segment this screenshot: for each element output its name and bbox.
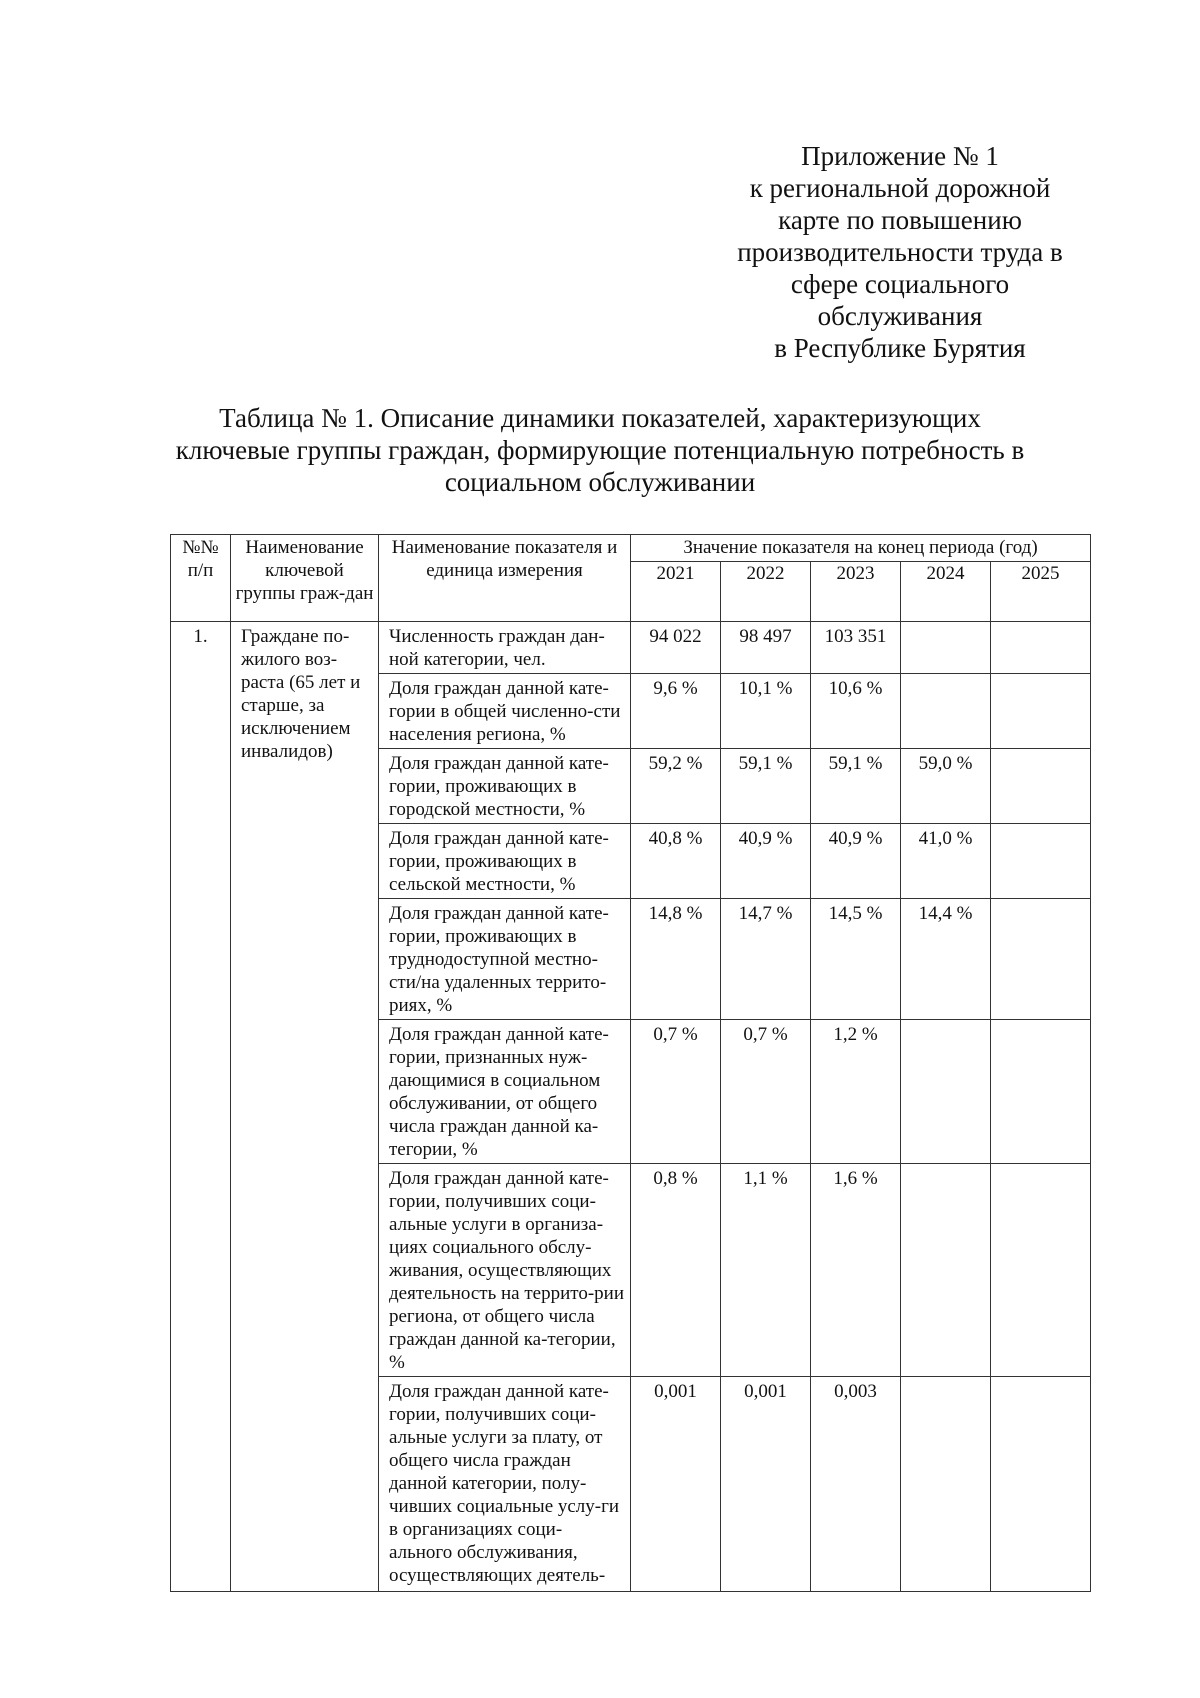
value-cell: 59,1 % bbox=[721, 749, 811, 824]
value-cell: 0,001 bbox=[721, 1377, 811, 1592]
value-cell: 10,6 % bbox=[811, 674, 901, 749]
header-group: Наименование ключевой группы граж-дан bbox=[231, 535, 379, 622]
header-year: 2025 bbox=[991, 562, 1091, 622]
value-cell: 40,9 % bbox=[811, 824, 901, 899]
table-title-line: ключевые группы граждан, формирующие потенциальную потребность в bbox=[175, 435, 1025, 465]
indicator-name: Доля граждан данной кате-гории, проживающих в труднодоступной местно-сти/на удаленных террито-риях, % bbox=[379, 899, 631, 1020]
header-year: 2021 bbox=[631, 562, 721, 622]
value-cell: 10,1 % bbox=[721, 674, 811, 749]
indicator-name: Доля граждан данной кате-гории, проживающих в городской местности, % bbox=[379, 749, 631, 824]
value-cell bbox=[991, 622, 1091, 674]
table-title bbox=[150, 402, 1050, 498]
value-cell: 0,7 % bbox=[631, 1020, 721, 1164]
value-cell: 40,9 % bbox=[721, 824, 811, 899]
indicator-name: Доля граждан данной кате-гории, получивших соци-альные услуги в организа-циях социального обслу-живания, осуществляющих деятельность на террито-рии региона, от общего числа граждан данной ка-тегории, % bbox=[379, 1164, 631, 1377]
header-year: 2024 bbox=[901, 562, 991, 622]
value-cell bbox=[991, 1377, 1091, 1592]
appendix-line: Приложение № 1 bbox=[801, 141, 999, 171]
value-cell bbox=[991, 1020, 1091, 1164]
value-cell bbox=[991, 1164, 1091, 1377]
table-title-line: социальном обслуживании bbox=[444, 467, 756, 497]
value-cell: 0,7 % bbox=[721, 1020, 811, 1164]
value-cell: 0,8 % bbox=[631, 1164, 721, 1377]
value-cell bbox=[901, 1164, 991, 1377]
value-cell: 1,1 % bbox=[721, 1164, 811, 1377]
header-row bbox=[171, 535, 1091, 562]
value-cell bbox=[991, 899, 1091, 1020]
row-number: 1. bbox=[171, 622, 231, 1592]
appendix-line: карте по повышению bbox=[778, 205, 1022, 235]
value-cell: 59,1 % bbox=[811, 749, 901, 824]
appendix-heading bbox=[700, 140, 1100, 364]
value-cell bbox=[901, 622, 991, 674]
group-name: Граждане по-жилого воз-раста (65 лет и старше, за исключением инвалидов) bbox=[231, 622, 379, 1592]
indicator-table bbox=[170, 534, 1091, 1592]
appendix-line: в Республике Бурятия bbox=[774, 333, 1026, 363]
indicator-name: Доля граждан данной кате-гории, проживающих в сельской местности, % bbox=[379, 824, 631, 899]
value-cell: 9,6 % bbox=[631, 674, 721, 749]
value-cell bbox=[901, 674, 991, 749]
value-cell: 94 022 bbox=[631, 622, 721, 674]
value-cell: 1,2 % bbox=[811, 1020, 901, 1164]
table-row bbox=[171, 622, 1091, 674]
value-cell: 0,003 bbox=[811, 1377, 901, 1592]
value-cell: 14,5 % bbox=[811, 899, 901, 1020]
header-year: 2023 bbox=[811, 562, 901, 622]
value-cell: 14,7 % bbox=[721, 899, 811, 1020]
value-cell bbox=[901, 1377, 991, 1592]
value-cell: 103 351 bbox=[811, 622, 901, 674]
header-indicator: Наименование показателя и единица измерения bbox=[379, 535, 631, 622]
value-cell bbox=[901, 1020, 991, 1164]
value-cell: 59,0 % bbox=[901, 749, 991, 824]
value-cell: 59,2 % bbox=[631, 749, 721, 824]
appendix-line: к региональной дорожной bbox=[749, 173, 1051, 203]
value-cell: 40,8 % bbox=[631, 824, 721, 899]
indicator-name: Доля граждан данной кате-гории в общей численно-сти населения региона, % bbox=[379, 674, 631, 749]
value-cell: 98 497 bbox=[721, 622, 811, 674]
value-cell bbox=[991, 824, 1091, 899]
appendix-line: обслуживания bbox=[817, 301, 983, 331]
value-cell bbox=[991, 674, 1091, 749]
value-cell: 14,4 % bbox=[901, 899, 991, 1020]
header-year: 2022 bbox=[721, 562, 811, 622]
value-cell: 1,6 % bbox=[811, 1164, 901, 1377]
appendix-line: производительности труда в bbox=[737, 237, 1063, 267]
header-values-group: Значение показателя на конец периода (год) bbox=[631, 535, 1091, 562]
value-cell: 41,0 % bbox=[901, 824, 991, 899]
value-cell bbox=[991, 749, 1091, 824]
indicator-name: Доля граждан данной кате-гории, признанных нуж-дающимися в социальном обслуживании, от общего числа граждан данной ка-тегории, % bbox=[379, 1020, 631, 1164]
indicator-name: Доля граждан данной кате-гории, получивших соци-альные услуги за плату, от общего числа граждан данной категории, полу-чивших социальные услу-ги в организациях соци-ального обслуживания, осуществляющих деятель- bbox=[379, 1377, 631, 1592]
value-cell: 0,001 bbox=[631, 1377, 721, 1592]
table-title-line: Таблица № 1. Описание динамики показателей, характеризующих bbox=[219, 403, 981, 433]
header-num: №№ п/п bbox=[171, 535, 231, 622]
value-cell: 14,8 % bbox=[631, 899, 721, 1020]
appendix-line: сфере социального bbox=[790, 269, 1010, 299]
indicator-name: Численность граждан дан-ной категории, чел. bbox=[379, 622, 631, 674]
